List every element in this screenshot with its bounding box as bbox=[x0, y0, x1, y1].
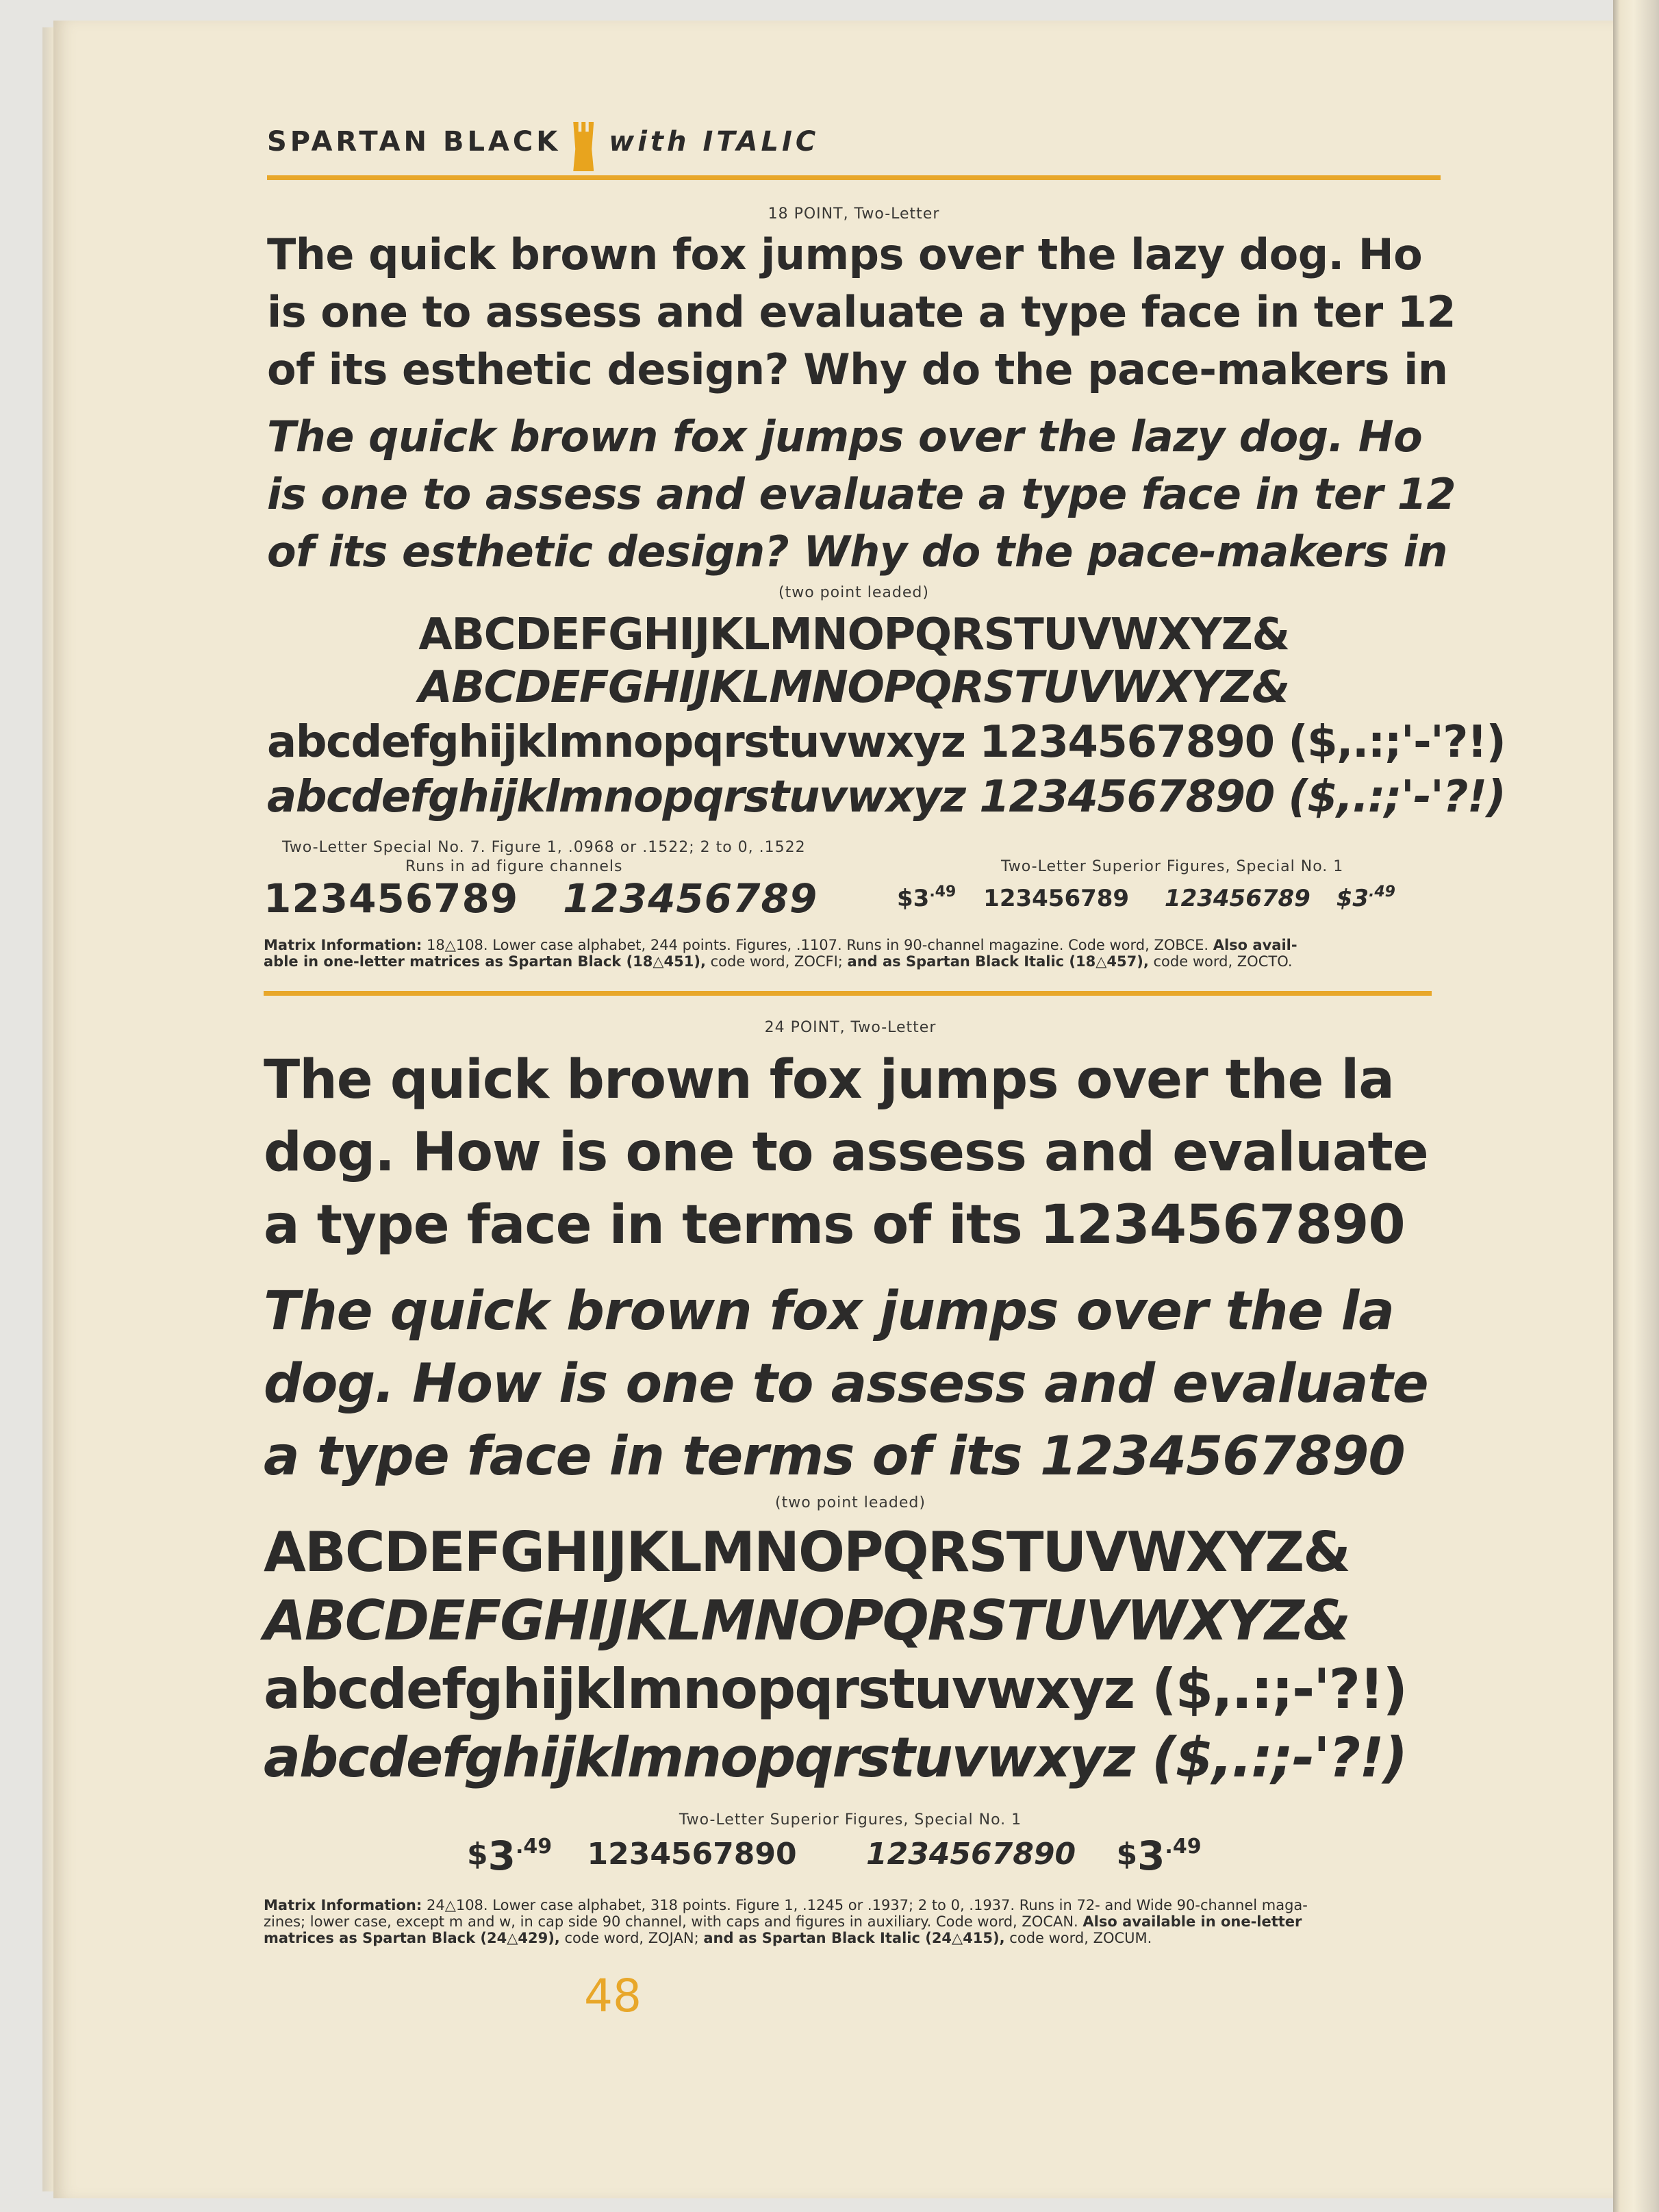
specimen-24-italic bbox=[264, 1275, 1428, 1493]
specimen-18-italic bbox=[267, 408, 1456, 581]
specimen-24-roman bbox=[264, 1044, 1428, 1261]
special-note-18: Two-Letter Special No. 7. Figure 1, .0968 or .1522; 2 to 0, .1522 bbox=[282, 839, 806, 856]
specimen-line: The quick brown fox jumps over the la bbox=[264, 1049, 1394, 1111]
header-with: with bbox=[609, 126, 690, 158]
point-label-18: 18 POINT, Two-Letter bbox=[768, 205, 940, 223]
specimen-line: The quick brown fox jumps over the la bbox=[264, 1281, 1394, 1342]
superior-label-18: Two-Letter Superior Figures, Special No. 1 bbox=[1001, 858, 1344, 875]
specimen-line: of its esthetic design? Why do the pace-makers in bbox=[267, 527, 1447, 577]
sup-three: 3 bbox=[1137, 1833, 1165, 1879]
sup-figs-italic: 123456789 bbox=[1164, 885, 1310, 912]
matrix-text-bold: matrices as Spartan Black (24△429), bbox=[264, 1930, 560, 1946]
sup-dollar: $3 bbox=[897, 885, 930, 912]
sup-cents: .49 bbox=[1165, 1835, 1202, 1859]
leaded-note-18: (two point leaded) bbox=[778, 584, 929, 601]
matrix-text-bold: Also avail- bbox=[1213, 937, 1297, 953]
matrix-text-bold: and as Spartan Black Italic (18△457), bbox=[847, 953, 1149, 970]
sup-cents: .49 bbox=[1369, 883, 1395, 901]
superior-figures-18 bbox=[897, 883, 1395, 912]
matrix-text: code word, ZOJAN; bbox=[564, 1930, 699, 1946]
alphabet-upper-italic-18: ABCDEFGHIJKLMNOPQRSTUVWXYZ& bbox=[418, 662, 1289, 713]
alphabet-lower-18: abcdefghijklmnopqrstuvwxyz 1234567890 ($,.:;'-'?!) bbox=[267, 717, 1506, 768]
sup-figs-roman: 1234567890 bbox=[587, 1837, 797, 1872]
sup-dollar: $ bbox=[1116, 1837, 1138, 1872]
specimen-line: a type face in terms of its 1234567890 bbox=[264, 1426, 1405, 1487]
figures-italic-18: 123456789 bbox=[563, 875, 818, 922]
alphabet-upper-italic-24: ABCDEFGHIJKLMNOPQRSTUVWXYZ& bbox=[264, 1589, 1350, 1652]
matrix-label: Matrix Information: bbox=[264, 1897, 422, 1913]
header-rule bbox=[267, 175, 1441, 180]
matrix-text: code word, ZOCTO. bbox=[1153, 953, 1293, 970]
superior-figures-24 bbox=[467, 1833, 1202, 1879]
leaded-note-24: (two point leaded) bbox=[775, 1494, 926, 1511]
matrix-text: 18△108. Lower case alphabet, 244 points. Figures, .1107. Runs in 90-channel magazine. Code word, ZOBCE. bbox=[426, 937, 1209, 953]
sup-dollar: $3 bbox=[1336, 885, 1369, 912]
matrix-text-bold: able in one-letter matrices as Spartan Black (18△451), bbox=[264, 953, 706, 970]
sup-figs-roman: 123456789 bbox=[983, 885, 1130, 912]
alphabet-lower-24: abcdefghijklmnopqrstuvwxyz ($,.:;-'?!) bbox=[264, 1657, 1407, 1721]
matrix-text: code word, ZOCUM. bbox=[1009, 1930, 1152, 1946]
specimen-line: The quick brown fox jumps over the lazy dog. Ho bbox=[267, 412, 1423, 462]
matrix-info-18 bbox=[264, 937, 1441, 970]
superior-label-24: Two-Letter Superior Figures, Special No. 1 bbox=[679, 1811, 1022, 1828]
specimen-18-roman bbox=[267, 226, 1456, 399]
header-title: SPARTAN BLACK bbox=[267, 126, 561, 158]
matrix-label: Matrix Information: bbox=[264, 937, 422, 953]
matrix-info-24 bbox=[264, 1897, 1441, 1946]
sup-figs-italic: 1234567890 bbox=[865, 1837, 1076, 1872]
section-rule bbox=[264, 991, 1432, 996]
alphabet-lower-italic-18: abcdefghijklmnopqrstuvwxyz 1234567890 ($,.:;'-'?!) bbox=[267, 772, 1506, 822]
matrix-text-bold: Also available in one-letter bbox=[1082, 1913, 1302, 1930]
book-gutter bbox=[1613, 0, 1659, 2212]
specimen-line: dog. How is one to assess and evaluate bbox=[264, 1122, 1428, 1183]
special-note-18b: Runs in ad figure channels bbox=[405, 858, 623, 875]
matrix-text-bold: and as Spartan Black Italic (24△415), bbox=[703, 1930, 1005, 1946]
page-header bbox=[267, 122, 819, 171]
specimen-line: of its esthetic design? Why do the pace-makers in bbox=[267, 344, 1448, 394]
point-label-24: 24 POINT, Two-Letter bbox=[764, 1019, 937, 1036]
specimen-line: is one to assess and evaluate a type face in ter 12 bbox=[267, 287, 1456, 337]
figures-roman-18: 123456789 bbox=[264, 875, 519, 922]
page-number: 48 bbox=[584, 1970, 642, 2022]
sup-cents: .49 bbox=[515, 1835, 553, 1859]
specimen-line: is one to assess and evaluate a type face in ter 12 bbox=[267, 469, 1456, 519]
matrix-text: code word, ZOCFI; bbox=[710, 953, 843, 970]
sup-dollar: $ bbox=[467, 1837, 488, 1872]
specimen-line: dog. How is one to assess and evaluate bbox=[264, 1353, 1428, 1415]
ornament-icon bbox=[573, 122, 594, 171]
alphabet-upper-24: ABCDEFGHIJKLMNOPQRSTUVWXYZ& bbox=[264, 1520, 1350, 1584]
header-italic: ITALIC bbox=[702, 126, 820, 158]
specimen-line: a type face in terms of its 1234567890 bbox=[264, 1194, 1405, 1256]
alphabet-upper-18: ABCDEFGHIJKLMNOPQRSTUVWXYZ& bbox=[418, 609, 1289, 660]
specimen-line: The quick brown fox jumps over the lazy dog. Ho bbox=[267, 229, 1423, 279]
page-edge bbox=[42, 27, 53, 2191]
sup-three: 3 bbox=[487, 1833, 516, 1879]
matrix-text: 24△108. Lower case alphabet, 318 points. Figure 1, .1245 or .1937; 2 to 0, .1937. Runs in 72- and Wide 90-channel maga- bbox=[426, 1897, 1308, 1913]
sup-cents: .49 bbox=[929, 883, 957, 901]
matrix-text: zines; lower case, except m and w, in cap side 90 channel, with caps and figures in auxiliary. Code word, ZOCAN. bbox=[264, 1913, 1078, 1930]
alphabet-lower-italic-24: abcdefghijklmnopqrstuvwxyz ($,.:;-'?!) bbox=[264, 1726, 1407, 1789]
